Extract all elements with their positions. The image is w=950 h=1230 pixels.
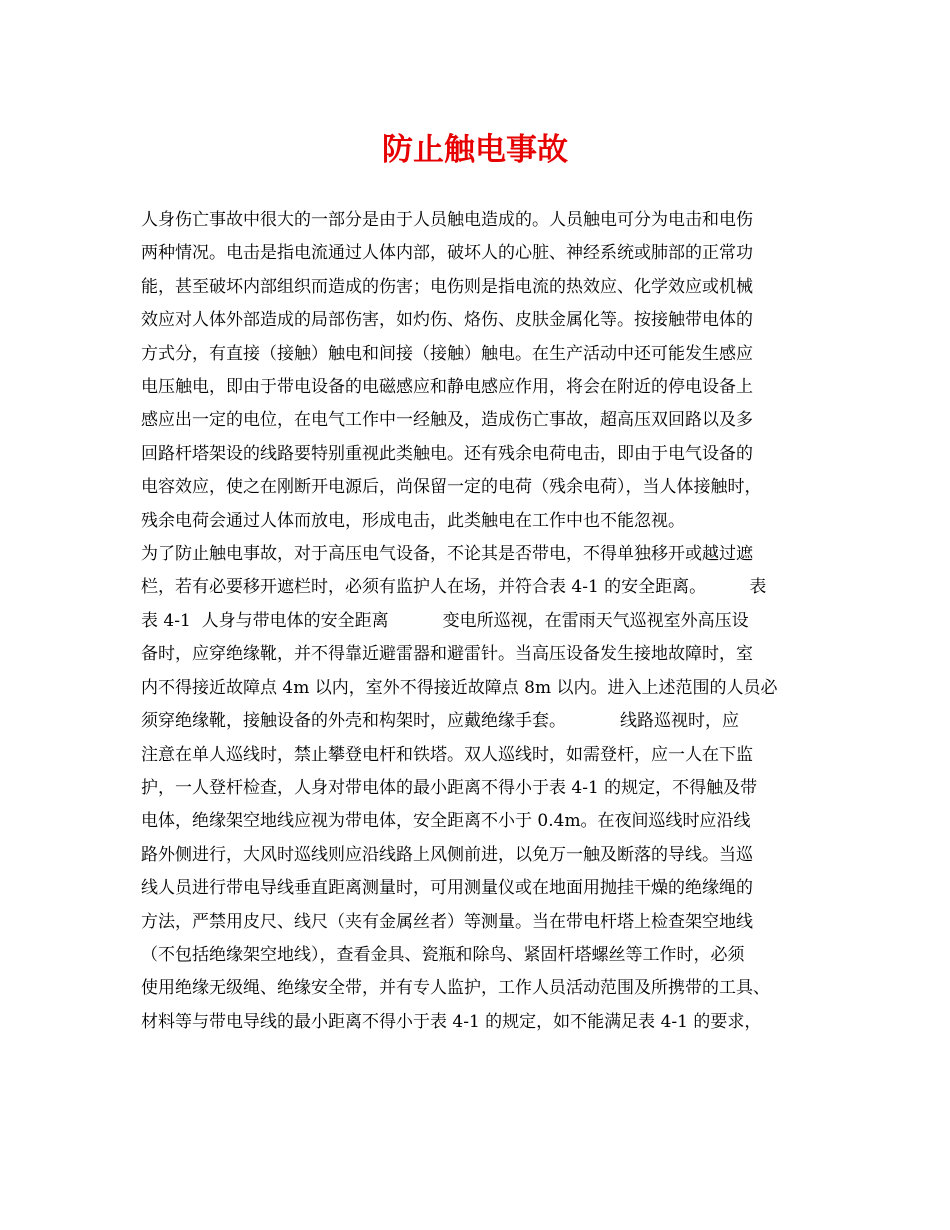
body-line: 方法，严禁用皮尺、线尺（夹有金属丝者）等测量。当在带电杆塔上检查架空地线 <box>141 911 753 932</box>
document-body <box>141 204 813 1039</box>
document-title: 防止触电事故 <box>382 132 568 168</box>
body-line: 护，一人登杆检查，人身对带电体的最小距离不得小于表 4-1 的规定，不得触及带 <box>141 777 758 798</box>
body-line: 栏，若有必要移开遮栏时，必须有监护人在场，并符合表 4-1 的安全距离。 表 <box>141 577 767 598</box>
body-line: 路外侧进行，大风时巡线则应沿线路上风侧前进，以免万一触及断落的导线。当巡 <box>141 844 753 865</box>
body-line: 人身伤亡事故中很大的一部分是由于人员触电造成的。人员触电可分为电击和电伤 <box>141 210 753 230</box>
body-line: 两种情况。电击是指电流通过人体内部，破坏人的心脏、神经系统或肺部的正常功 <box>141 243 753 264</box>
body-line: 使用绝缘无级绳、绝缘安全带，并有专人监护，工作人员活动范围及所携带的工具、 <box>141 978 770 999</box>
body-line: 材料等与带电导线的最小距离不得小于表 4-1 的规定，如不能满足表 4-1 的要求， <box>141 1011 762 1032</box>
body-line: 能，甚至破坏内部组织而造成的伤害；电伤则是指电流的热效应、化学效应或机械 <box>141 276 753 297</box>
body-line: 备时，应穿绝缘靴，并不得靠近避雷器和避雷针。当高压设备发生接地故障时，室 <box>141 644 753 665</box>
body-line: 回路杆塔架设的线路要特别重视此类触电。还有残余电荷电击，即由于电气设备的 <box>141 443 753 464</box>
body-line: 感应出一定的电位，在电气工作中一经触及，造成伤亡事故，超高压双回路以及多 <box>141 410 753 431</box>
body-line: 表 4-1 人身与带电体的安全距离 变电所巡视，在雷雨天气巡视室外高压设 <box>141 610 749 631</box>
body-line: 注意在单人巡线时，禁止攀登电杆和铁塔。双人巡线时，如需登杆，应一人在下监 <box>141 744 753 765</box>
body-line: 电压触电，即由于带电设备的电磁感应和静电感应作用，将会在附近的停电设备上 <box>141 377 753 398</box>
body-line: 方式分，有直接（接触）触电和间接（接触）触电。在生产活动中还可能发生感应 <box>141 343 753 364</box>
body-line: 电体，绝缘架空地线应视为带电体，安全距离不小于 0.4m。在夜间巡线时应沿线 <box>141 811 751 832</box>
body-line: 残余电荷会通过人体而放电，形成电击，此类触电在工作中也不能忽视。 <box>141 510 685 531</box>
body-line: 线人员进行带电导线垂直距离测量时，可用测量仪或在地面用抛挂干燥的绝缘绳的 <box>141 878 753 899</box>
body-line: 效应对人体外部造成的局部伤害，如灼伤、烙伤、皮肤金属化等。按接触带电体的 <box>141 310 753 331</box>
body-line: 电容效应，使之在刚断开电源后，尚保留一定的电荷（残余电荷），当人体接触时， <box>141 477 762 498</box>
body-line: （不包括绝缘架空地线），查看金具、瓷瓶和除鸟、紧固杆塔螺丝等工作时，必须 <box>141 944 745 965</box>
body-line: 内不得接近故障点 4m 以内，室外不得接近故障点 8m 以内。进入上述范围的人员必 <box>141 677 778 698</box>
body-line: 为了防止触电事故，对于高压电气设备，不论其是否带电，不得单独移开或越过遮 <box>141 544 753 565</box>
body-line: 须穿绝缘靴，接触设备的外壳和构架时，应戴绝缘手套。 线路巡视时，应 <box>141 711 740 732</box>
